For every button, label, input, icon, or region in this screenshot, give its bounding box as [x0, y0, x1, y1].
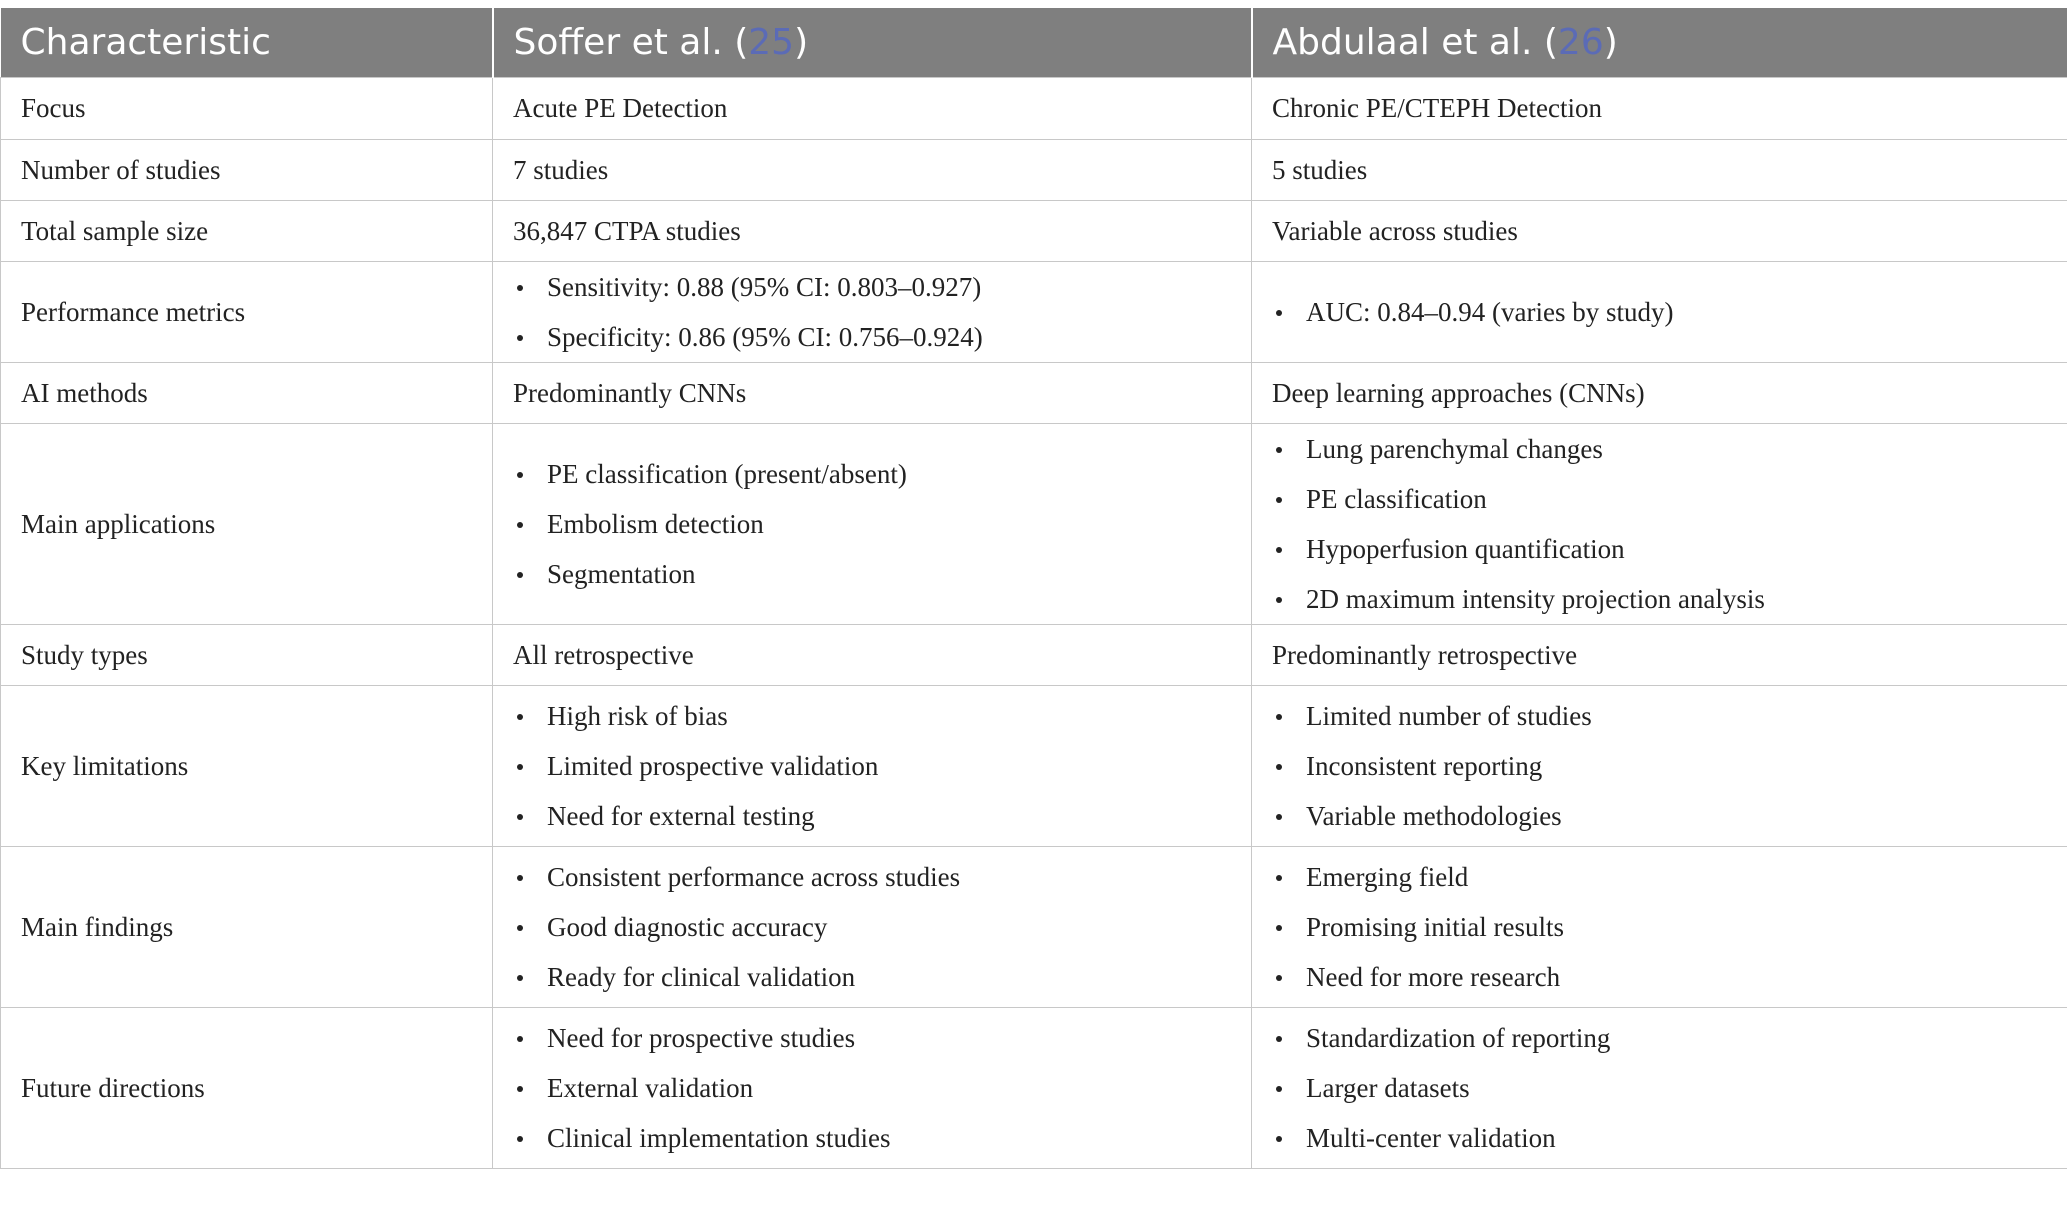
list-item: Clinical implementation studies: [513, 1113, 1251, 1163]
table-row: [1, 261, 2067, 362]
list-item: Consistent performance across studies: [513, 852, 1251, 902]
cell-col3: Chronic PE/CTEPH Detection: [1252, 77, 2067, 139]
bullet-list: [513, 852, 1251, 1002]
header-soffer-text: Soffer et al. (: [513, 21, 749, 63]
cell-col2: Acute PE Detection: [493, 77, 1252, 139]
cell-col2: [493, 685, 1252, 846]
list-item: Need for prospective studies: [513, 1013, 1251, 1063]
table-row: [1, 1007, 2067, 1168]
bullet-list: [1272, 1013, 2067, 1163]
header-soffer: [493, 8, 1252, 77]
row-label: Main findings: [1, 846, 493, 1007]
bullet-list: [513, 1013, 1251, 1163]
table-row: [1, 200, 2067, 261]
header-abdulaal-text: Abdulaal et al. (: [1272, 21, 1558, 63]
bullet-list: [1272, 691, 2067, 841]
table-row: [1, 685, 2067, 846]
list-item: Sensitivity: 0.88 (95% CI: 0.803–0.927): [513, 262, 1251, 312]
list-item: PE classification: [1272, 474, 2067, 524]
list-item: Promising initial results: [1272, 902, 2067, 952]
table-row: [1, 423, 2067, 624]
list-item: Ready for clinical validation: [513, 952, 1251, 1002]
comparison-table-container: [0, 8, 2067, 1169]
list-item: Limited number of studies: [1272, 691, 2067, 741]
cell-col3: Variable across studies: [1252, 200, 2067, 261]
list-item: Good diagnostic accuracy: [513, 902, 1251, 952]
list-item: Standardization of reporting: [1272, 1013, 2067, 1063]
bullet-list: [513, 691, 1251, 841]
list-item: Specificity: 0.86 (95% CI: 0.756–0.924): [513, 312, 1251, 362]
row-label: Performance metrics: [1, 261, 493, 362]
list-item: Multi-center validation: [1272, 1113, 2067, 1163]
bullet-list: [1272, 852, 2067, 1002]
comparison-table: [0, 8, 2067, 1169]
table-row: [1, 139, 2067, 200]
list-item: Embolism detection: [513, 499, 1251, 549]
cell-col3: [1252, 1007, 2067, 1168]
row-label: Key limitations: [1, 685, 493, 846]
table-row: [1, 624, 2067, 685]
cell-col2: [493, 261, 1252, 362]
list-item: Segmentation: [513, 549, 1251, 599]
list-item: 2D maximum intensity projection analysis: [1272, 574, 2067, 624]
row-label: Total sample size: [1, 200, 493, 261]
table-header: [1, 8, 2067, 77]
list-item: Larger datasets: [1272, 1063, 2067, 1113]
cell-col3: [1252, 261, 2067, 362]
list-item: External validation: [513, 1063, 1251, 1113]
row-label: Main applications: [1, 423, 493, 624]
cell-col3: [1252, 423, 2067, 624]
list-item: Inconsistent reporting: [1272, 741, 2067, 791]
row-label: Future directions: [1, 1007, 493, 1168]
cell-col2: [493, 1007, 1252, 1168]
list-item: Lung parenchymal changes: [1272, 424, 2067, 474]
header-abdulaal-close: ): [1603, 21, 1618, 63]
list-item: Variable methodologies: [1272, 791, 2067, 841]
cell-col3: Deep learning approaches (CNNs): [1252, 362, 2067, 423]
list-item: AUC: 0.84–0.94 (varies by study): [1272, 287, 2067, 337]
list-item: Need for more research: [1272, 952, 2067, 1002]
header-row: [1, 8, 2067, 77]
table-body: [1, 77, 2067, 1168]
list-item: Hypoperfusion quantification: [1272, 524, 2067, 574]
cell-col3: Predominantly retrospective: [1252, 624, 2067, 685]
cell-col2: [493, 423, 1252, 624]
header-soffer-close: ): [794, 21, 809, 63]
bullet-list: [513, 262, 1251, 362]
reference-link-25[interactable]: 25: [748, 21, 795, 63]
cell-col3: [1252, 846, 2067, 1007]
row-label: Study types: [1, 624, 493, 685]
header-abdulaal: [1252, 8, 2067, 77]
bullet-list: [1272, 424, 2067, 624]
list-item: Need for external testing: [513, 791, 1251, 841]
cell-col3: 5 studies: [1252, 139, 2067, 200]
reference-link-26[interactable]: 26: [1557, 21, 1604, 63]
header-characteristic: Characteristic: [1, 8, 493, 77]
table-row: [1, 362, 2067, 423]
cell-col2: [493, 846, 1252, 1007]
table-row: [1, 77, 2067, 139]
list-item: Emerging field: [1272, 852, 2067, 902]
row-label: Number of studies: [1, 139, 493, 200]
row-label: Focus: [1, 77, 493, 139]
bullet-list: [1272, 287, 2067, 337]
cell-col2: 36,847 CTPA studies: [493, 200, 1252, 261]
list-item: PE classification (present/absent): [513, 449, 1251, 499]
cell-col2: Predominantly CNNs: [493, 362, 1252, 423]
row-label: AI methods: [1, 362, 493, 423]
bullet-list: [513, 449, 1251, 599]
cell-col2: All retrospective: [493, 624, 1252, 685]
list-item: High risk of bias: [513, 691, 1251, 741]
list-item: Limited prospective validation: [513, 741, 1251, 791]
cell-col2: 7 studies: [493, 139, 1252, 200]
table-row: [1, 846, 2067, 1007]
cell-col3: [1252, 685, 2067, 846]
